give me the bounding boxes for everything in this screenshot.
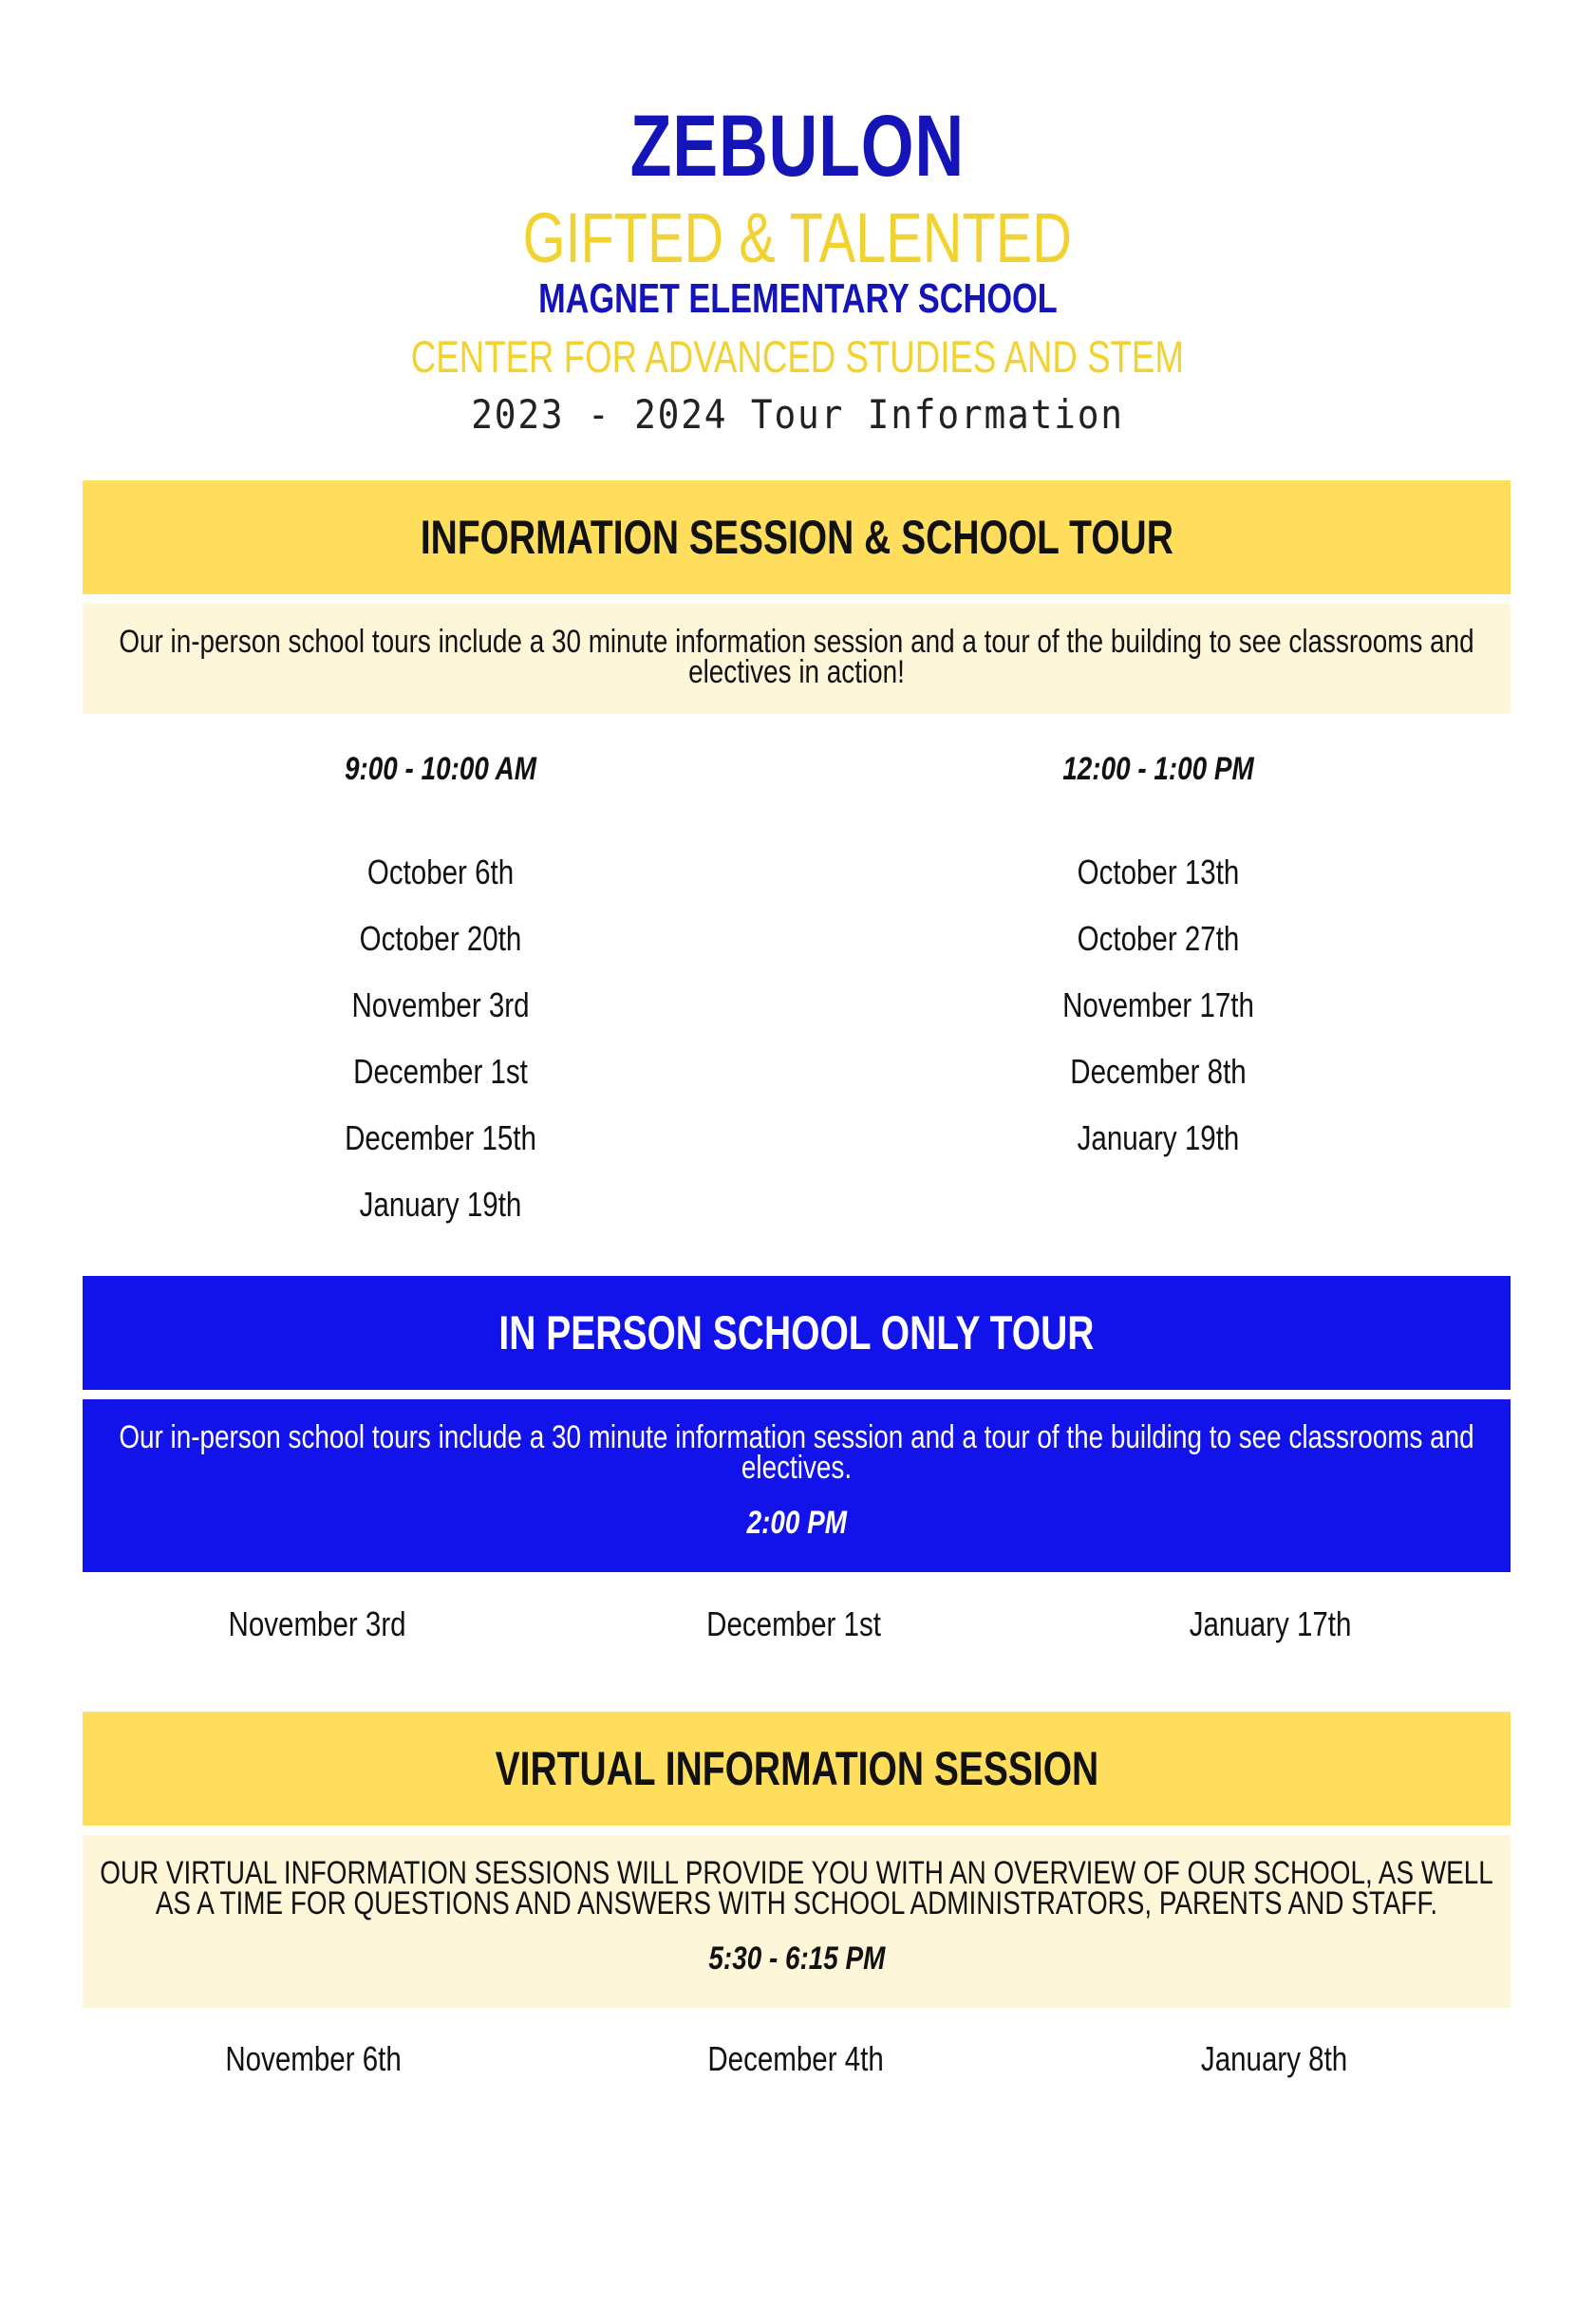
section-virtual-description-bar [83, 1835, 1511, 2008]
section-virtual-time: 5:30 - 6:15 PM [708, 1940, 885, 1977]
school-tour-date [1080, 1604, 1460, 1644]
section-info-session-description-bar [83, 604, 1511, 714]
morning-date: December 15th [345, 1118, 536, 1157]
school-type-text: MAGNET ELEMENTARY SCHOOL [537, 275, 1058, 322]
section-virtual-description: OUR VIRTUAL INFORMATION SESSIONS WILL PROVIDE YOU WITH AN OVERVIEW OF OUR SCHOOL, AS WELL AS A TIME FOR QUESTIONS AND ANSWERS WITH SCHOOL ADMINISTRATORS, PARENTS AND STAFF. [100, 1855, 1493, 1921]
school-tour-date-text: December 1st [706, 1604, 881, 1643]
program-name [0, 197, 1595, 278]
morning-time: 9:00 - 10:00 AM [345, 751, 536, 787]
center-name-text: CENTER FOR ADVANCED STUDIES AND STEM [410, 331, 1185, 382]
morning-date: October 6th [366, 853, 515, 891]
school-tour-date-text: January 17th [1189, 1604, 1352, 1643]
program-name-text: GIFTED & TALENTED [522, 198, 1073, 277]
section-virtual-title-bar [83, 1712, 1511, 1826]
section-school-tour-title: IN PERSON SCHOOL ONLY TOUR [498, 1306, 1095, 1359]
center-name [0, 330, 1595, 383]
virtual-session-date-text: December 4th [707, 2039, 884, 2078]
school-name [0, 97, 1595, 197]
virtual-session-date [1084, 2039, 1464, 2079]
section-school-tour-title-bar [83, 1276, 1511, 1390]
morning-date: January 19th [359, 1185, 522, 1224]
section-virtual-title: VIRTUAL INFORMATION SESSION [495, 1742, 1098, 1795]
school-type [0, 275, 1595, 323]
morning-schedule [251, 740, 630, 1238]
virtual-session-date-text: January 8th [1200, 2039, 1348, 2078]
morning-date: November 3rd [351, 985, 530, 1024]
noon-date: October 27th [1077, 919, 1240, 958]
morning-date: December 1st [353, 1052, 528, 1091]
section-school-tour-description: Our in-person school tours include a 30 minute information session and a tour of the building to see classrooms and electives. [119, 1419, 1474, 1486]
virtual-session-date [123, 2039, 503, 2079]
noon-date: October 13th [1077, 853, 1240, 891]
noon-date: November 17th [1062, 985, 1254, 1024]
section-info-session-title-bar [83, 480, 1511, 594]
morning-date: October 20th [359, 919, 522, 958]
section-school-tour-description-bar [83, 1399, 1511, 1572]
school-tour-date-text: November 3rd [228, 1604, 406, 1643]
tour-info-subtitle-text: 2023 - 2024 Tour Information [471, 391, 1124, 438]
noon-date: December 8th [1070, 1052, 1247, 1091]
section-info-session-title: INFORMATION SESSION & SCHOOL TOUR [420, 511, 1173, 564]
school-tour-date [127, 1604, 507, 1644]
noon-schedule [968, 740, 1348, 1171]
section-school-tour-time: 2:00 PM [746, 1505, 847, 1541]
school-name-text: ZEBULON [629, 98, 966, 195]
tour-info-subtitle [0, 391, 1595, 438]
noon-time: 12:00 - 1:00 PM [1062, 751, 1254, 787]
section-info-session-description: Our in-person school tours include a 30 minute information session and a tour of the building to see classrooms and electives in action! [119, 624, 1474, 690]
noon-date: January 19th [1077, 1118, 1240, 1157]
school-tour-date [604, 1604, 984, 1644]
virtual-session-date-text: November 6th [225, 2039, 402, 2078]
virtual-session-date [606, 2039, 985, 2079]
